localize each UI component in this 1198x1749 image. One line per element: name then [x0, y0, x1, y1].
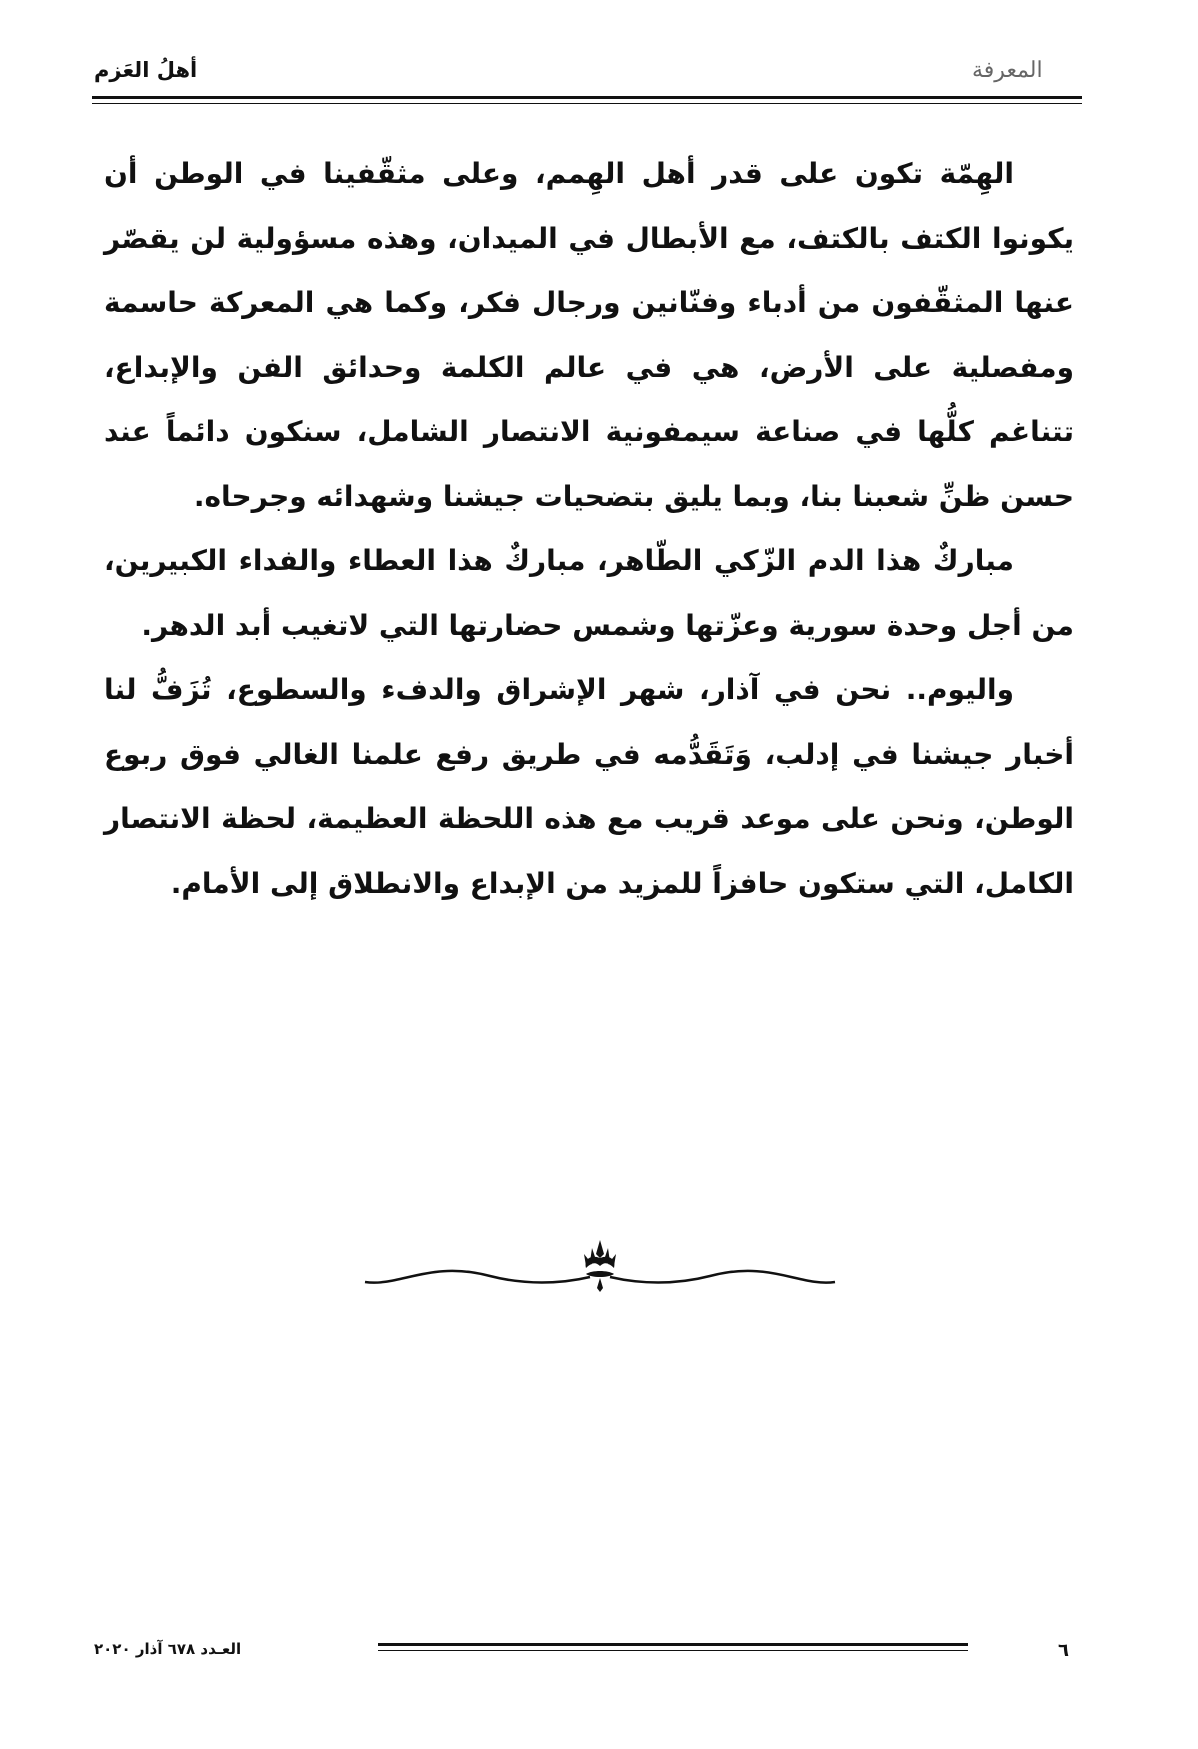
- issue-info: العـدد ٦٧٨ آذار ٢٠٢٠: [94, 1640, 242, 1658]
- footer-rule-thin: [378, 1650, 968, 1651]
- paragraph-3: واليوم.. نحن في آذار، شهر الإشراق والدفء والسطوع، تُزَفُّ لنا أخبار جيشنا في إدلب، وَتَقَدُّمه في طريق رفع علمنا الغالي فوق ربوع الوطن، ونحن على موعد قريب مع هذه اللحظة العظيمة، لحظة الانتصار الكامل، التي ستكون حافزاً للمزيد من الإبداع والانطلاق إلى الأمام.: [104, 673, 1074, 900]
- article-body: [104, 142, 1074, 916]
- header-rule-thin: [92, 103, 1082, 104]
- paragraph-2: مباركٌ هذا الدم الزّكي الطّاهر، مباركٌ هذا العطاء والفداء الكبيرين، من أجل وحدة سورية وعزّتها وشمس حضارتها التي لاتغيب أبد الدهر.: [104, 544, 1074, 642]
- header-rule-thick: [92, 96, 1082, 99]
- article-title: أهلُ العَزم: [94, 58, 198, 82]
- page-number: ٦: [1058, 1640, 1069, 1661]
- decorative-divider-icon: [360, 1232, 840, 1302]
- footer-rule-thick: [378, 1643, 968, 1646]
- journal-name: المعرفة: [972, 58, 1043, 83]
- paragraph-1: الهِمّة تكون على قدر أهل الهِمم، وعلى مثقّفينا في الوطن أن يكونوا الكتف بالكتف، مع الأبطال في الميدان، وهذه مسؤولية لن يقصّر عنها المثقّفون من أدباء وفنّانين ورجال فكر، وكما هي المعركة حاسمة ومفصلية على الأرض، هي في عالم الكلمة وحدائق الفن والإبداع، تتناغم كلُّها في صناعة سيمفونية الانتصار الشامل، سنكون دائماً عند حسن ظنِّ شعبنا بنا، وبما يليق بتضحيات جيشنا وشهدائه وجرحاه.: [104, 157, 1074, 513]
